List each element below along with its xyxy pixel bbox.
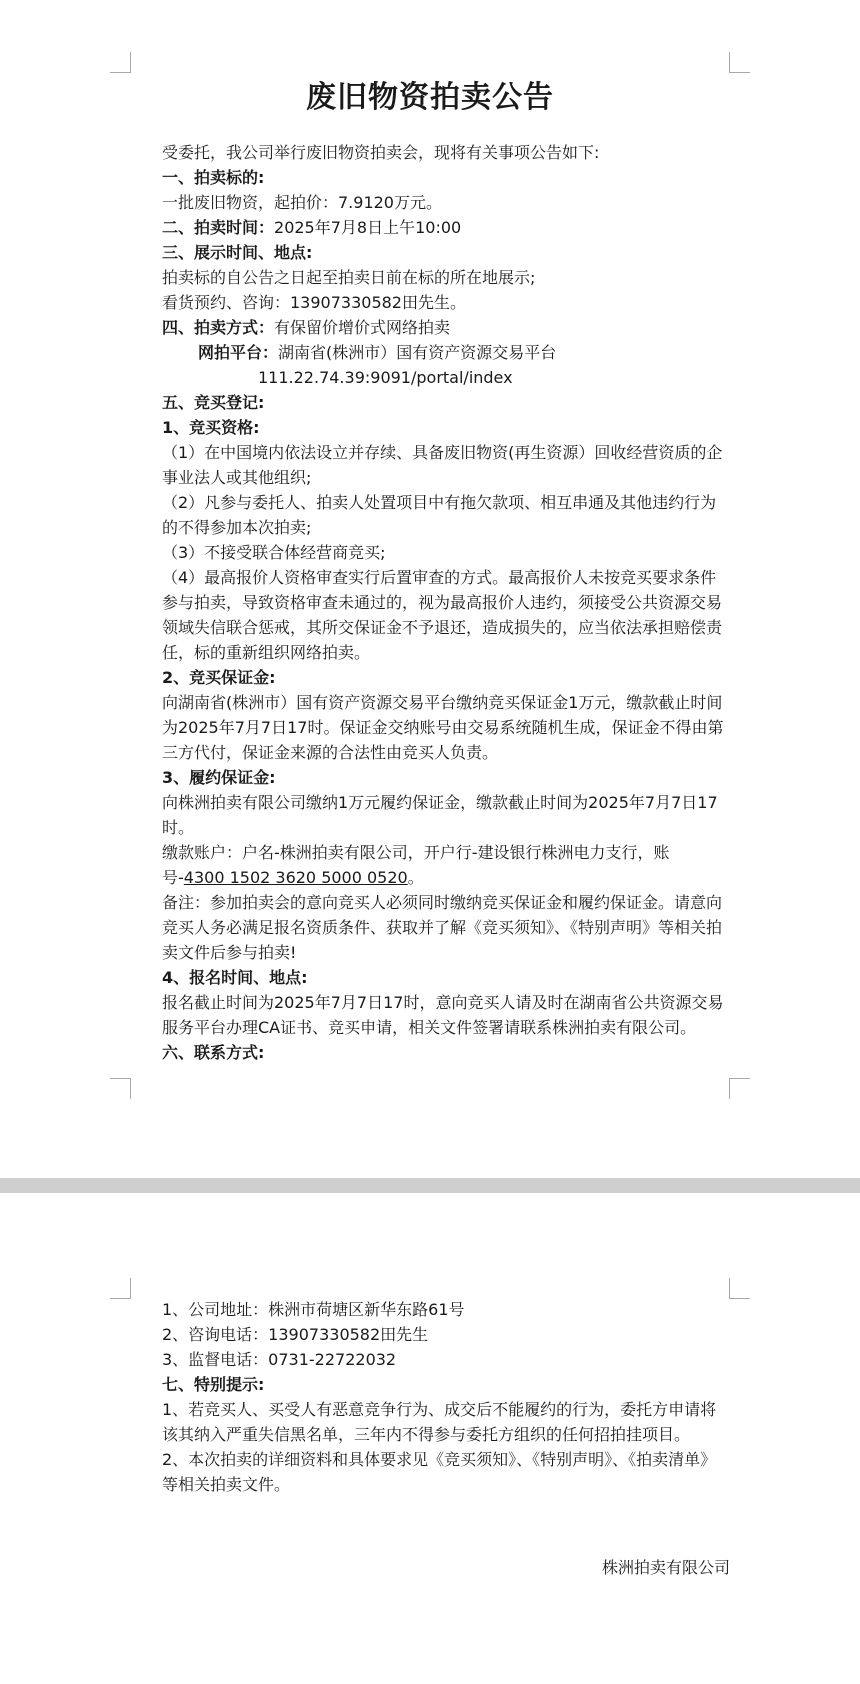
qualification-item-4: （4）最高报价人资格审查实行后置审查的方式。最高报价人未按竞买要求条件参与拍卖，导致资格审查未通过的，视为最高报价人违约，须接受公共资源交易领域失信联合惩戒，其所交保证金不予退还，造成损失的，应当依法承担赔偿责任，标的重新组织网络拍卖。 [162,568,723,662]
performance-bond-text: 向株洲拍卖有限公司缴纳1万元履约保证金，缴款截止时间为2025年7月7日17时。 [162,793,718,837]
performance-bond-heading: 3、履约保证金: [162,768,276,787]
qualification-item-3: （3）不接受联合体经营商竞买; [162,543,386,562]
page-2-body [130,1297,730,1497]
section-7-heading: 七、特别提示: [162,1375,265,1394]
crop-mark-top-right [729,1278,750,1299]
supervision-phone: 3、监督电话：0731-22722032 [162,1350,397,1369]
company-signature: 株洲拍卖有限公司 [601,1558,730,1577]
payment-account-text: 缴款账户：户名-株洲拍卖有限公司，开户行-建设银行株洲电力支行，账号- [162,843,670,887]
section-1-heading: 一、拍卖标的: [162,168,265,187]
section-2-value: 2025年7月8日上午10:00 [274,218,462,237]
section-1-content: 一批废旧物资，起拍价：7.9120万元。 [162,193,442,212]
company-address: 1、公司地址：株洲市荷塘区新华东路61号 [162,1300,465,1319]
crop-mark-top-left [110,1278,131,1299]
crop-mark-bottom-left [110,1078,131,1099]
registration-heading: 4、报名时间、地点: [162,968,308,987]
inquiry-phone: 2、咨询电话：13907330582田先生 [162,1325,429,1344]
section-6-heading: 六、联系方式: [162,1043,265,1062]
section-4-heading: 四、拍卖方式： [162,318,275,337]
section-4-line [130,315,730,340]
qualification-item-1: （1）在中国境内依法设立并存续、具备废旧物资(再生资源）回收经营资质的企事业法人或其他组织; [162,443,723,487]
page-separator [0,1178,860,1193]
payment-account-paragraph [130,840,730,890]
page-1-body [130,140,730,1065]
note-paragraph: 备注：参加拍卖会的意向竞买人必须同时缴纳竞买保证金和履约保证金。请意向竞买人务必满足报名资质条件、获取并了解《竞买须知》、《特别声明》等相关拍卖文件后参与拍卖! [162,893,723,962]
account-number: 4300 1502 3620 5000 0520 [183,868,408,887]
section-3-line-2: 看货预约、咨询：13907330582田先生。 [162,293,466,312]
qualification-item-2: （2）凡参与委托人、拍卖人处置项目中有拖欠款项、相互串通及其他违约行为的不得参加本次拍卖; [162,493,717,537]
section-3-line-1: 拍卖标的自公告之日起至拍卖日前在标的所在地展示; [162,268,536,287]
crop-mark-top-left [110,52,131,73]
qualification-heading: 1、竞买资格: [162,418,260,437]
document-page-2 [0,1193,860,1684]
section-2-line [130,215,730,240]
section-2-heading: 二、拍卖时间： [162,218,275,237]
section-4-value: 有保留价增价式网络拍卖 [274,318,451,337]
platform-line [130,340,730,365]
deposit-text: 向湖南省(株洲市）国有资产资源交易平台缴纳竞买保证金1万元，缴款截止时间为2025年7月7日17时。保证金交纳账号由交易系统随机生成，保证金不得由第三方代付，保证金来源的合法性由竞买人负责。 [162,693,724,762]
document-title: 废旧物资拍卖公告 [306,80,554,115]
special-tip-2: 2、本次拍卖的详细资料和具体要求见《竞买须知》、《特别声明》、《拍卖清单》等相关拍卖文件。 [162,1450,717,1494]
section-5-heading: 五、竞买登记: [162,393,265,412]
intro-paragraph: 受委托，我公司举行废旧物资拍卖会，现将有关事项公告如下: [162,143,600,162]
section-3-heading: 三、展示时间、地点: [162,243,313,262]
deposit-heading: 2、竞买保证金: [162,668,276,687]
platform-url: 111.22.74.39:9091/portal/index [258,368,513,387]
platform-value: 湖南省(株洲市）国有资产资源交易平台 [278,343,557,362]
payment-account-end: 。 [407,868,424,887]
platform-label: 网拍平台： [198,343,279,362]
crop-mark-bottom-right [729,1078,750,1099]
registration-text: 报名截止时间为2025年7月7日17时，意向竞买人请及时在湖南省公共资源交易服务平台办理CA证书、竞买申请，相关文件签署请联系株洲拍卖有限公司。 [162,993,724,1037]
special-tip-1: 1、若竞买人、买受人有恶意竞争行为、成交后不能履约的行为，委托方申请将该其纳入严重失信黑名单，三年内不得参与委托方组织的任何招拍挂项目。 [162,1400,717,1444]
crop-mark-top-right [729,52,750,73]
